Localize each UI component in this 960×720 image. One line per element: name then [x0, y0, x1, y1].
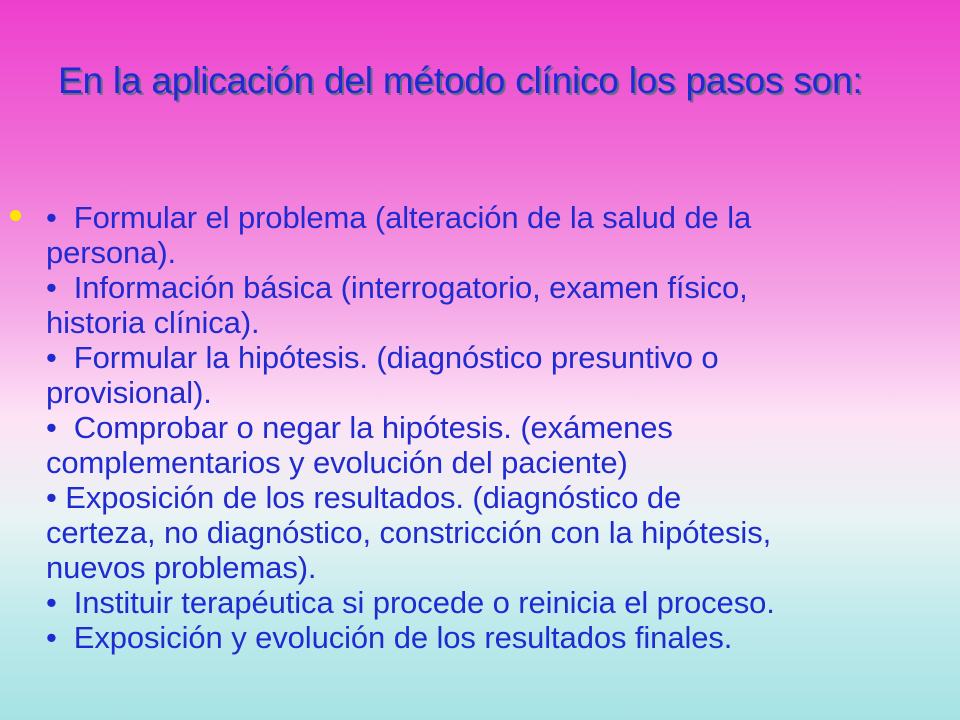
body-line: • Instituir terapéutica si procede o reinicia el proceso. — [46, 585, 775, 620]
body-line: • Formular la hipótesis. (diagnóstico presuntivo o — [46, 340, 719, 375]
body-line: • Comprobar o negar la hipótesis. (exámenes — [46, 410, 673, 445]
body-line: • Exposición y evolución de los resultados finales. — [46, 620, 733, 655]
body-line: historia clínica). — [46, 305, 260, 340]
body-line: complementarios y evolución del paciente) — [46, 445, 628, 480]
body-line: certeza, no diagnóstico, constricción con la hipótesis, — [46, 515, 772, 550]
body-line: • Información básica (interrogatorio, examen físico, — [46, 270, 748, 305]
steps-list — [46, 200, 946, 655]
bullet-dot-icon — [10, 210, 21, 221]
slide-title: En la aplicación del método clínico los pasos son: — [58, 60, 863, 101]
body-line: provisional). — [46, 375, 212, 410]
body-line: nuevos problemas). — [46, 550, 317, 585]
body-line: • Exposición de los resultados. (diagnóstico de — [46, 480, 682, 515]
body-line: persona). — [46, 235, 177, 270]
body-line: • Formular el problema (alteración de la salud de la — [46, 200, 752, 235]
